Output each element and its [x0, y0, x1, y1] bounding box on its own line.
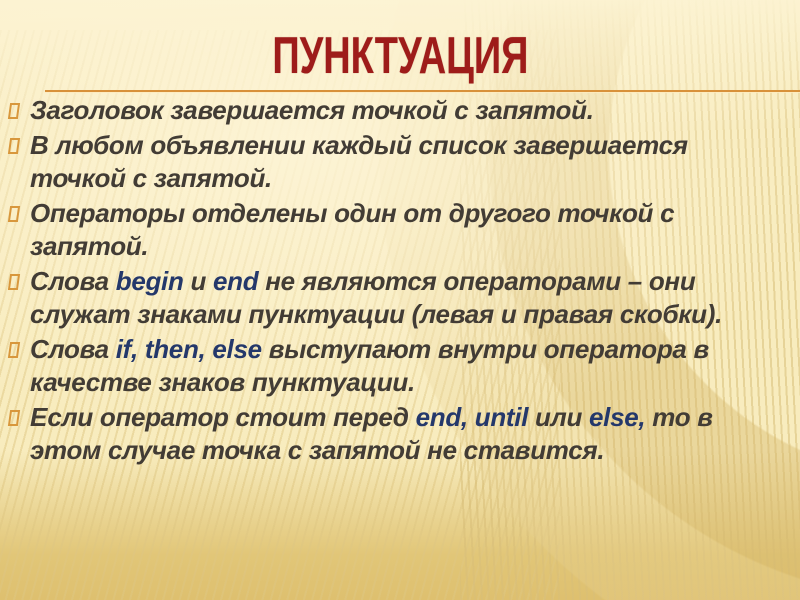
- body-text: Если оператор стоит перед: [30, 402, 416, 432]
- bullet-square-icon: [8, 410, 20, 426]
- body-text: Операторы отделены один от другого точкой с: [30, 198, 675, 228]
- body-text: и: [183, 266, 214, 296]
- bullet-text-line: [30, 366, 768, 399]
- body-text: этом случае точка с запятой не ставится.: [30, 435, 605, 465]
- bullet-text-line: [30, 434, 768, 467]
- keyword-text: begin: [115, 266, 184, 296]
- bullet-text-line: [30, 129, 768, 162]
- bullet-item: [8, 333, 768, 399]
- body-text: точкой с запятой.: [30, 163, 272, 193]
- bullet-text-line: [30, 333, 768, 366]
- bullet-text-line: [30, 162, 768, 195]
- bullet-list: [8, 94, 768, 469]
- bullet-item: [8, 94, 768, 127]
- body-text: не являются операторами – они: [258, 266, 696, 296]
- bullet-text-line: [30, 265, 768, 298]
- body-text: то в: [645, 402, 713, 432]
- body-text: Заголовок завершается точкой с запятой.: [30, 95, 594, 125]
- keyword-text: if, then, else: [115, 334, 262, 364]
- bullet-square-icon: [8, 138, 20, 154]
- body-text: качестве знаков пунктуации.: [30, 367, 415, 397]
- body-text: служат знаками пунктуации (левая и правая скобки).: [30, 299, 723, 329]
- keyword-text: end: [213, 266, 259, 296]
- bullet-square-icon: [8, 342, 20, 358]
- bullet-item: [8, 197, 768, 263]
- bullet-square-icon: [8, 206, 20, 222]
- body-text: выступают внутри оператора в: [261, 334, 709, 364]
- body-text: В любом объявлении каждый список завершается: [30, 130, 688, 160]
- bullet-text-line: [30, 230, 768, 263]
- title-band: [0, 28, 800, 84]
- body-text: Слова: [30, 266, 116, 296]
- body-text: Слова: [30, 334, 116, 364]
- keyword-text: end, until: [415, 402, 529, 432]
- body-text: или: [528, 402, 590, 432]
- bullet-item: [8, 265, 768, 331]
- bullet-item: [8, 129, 768, 195]
- page-title: ПУНКТУАЦИЯ: [271, 27, 529, 85]
- bullet-text-line: [30, 401, 768, 434]
- bullet-item: [8, 401, 768, 467]
- bullet-text-line: [30, 197, 768, 230]
- keyword-text: else,: [589, 402, 646, 432]
- bullet-text-line: [30, 298, 768, 331]
- bullet-square-icon: [8, 274, 20, 290]
- body-text: запятой.: [30, 231, 149, 261]
- bullet-square-icon: [8, 103, 20, 119]
- title-underline: [45, 90, 800, 92]
- bullet-text-line: [30, 94, 768, 127]
